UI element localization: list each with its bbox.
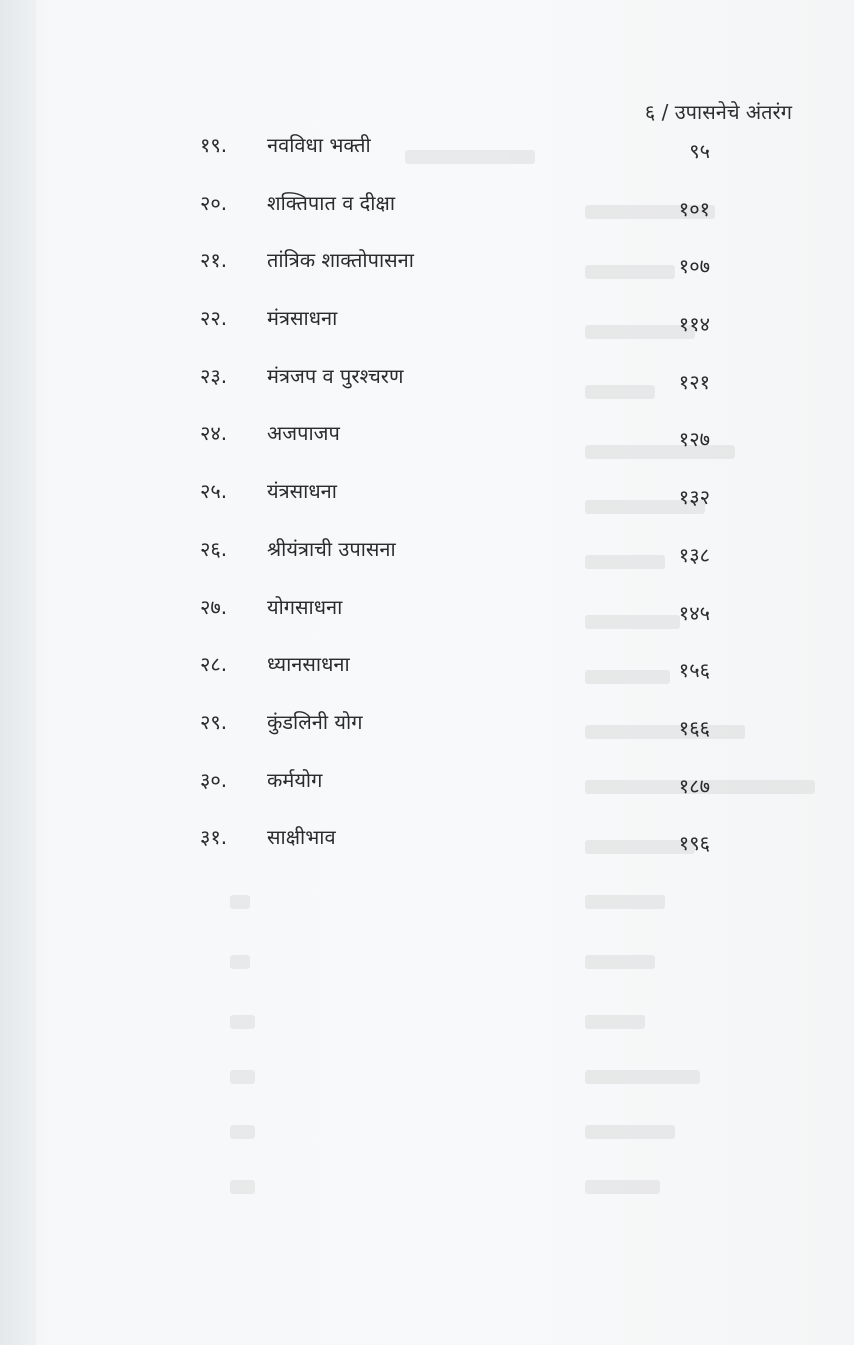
toc-entry-number: २१. — [200, 248, 228, 273]
toc-entry-title: कर्मयोग — [267, 767, 323, 792]
toc-entry-page-number: १३८ — [678, 542, 710, 567]
toc-entry-page-number: ११४ — [678, 312, 710, 337]
toc-entry-page-number: १५६ — [678, 658, 710, 683]
toc-entry — [200, 649, 740, 707]
toc-entry-title: शक्तिपात व दीक्षा — [267, 190, 395, 215]
toc-entry-title: श्रीयंत्राची उपासना — [267, 536, 396, 561]
toc-entry-page-number: १४५ — [678, 600, 710, 625]
toc-entry-page-number: १६६ — [678, 715, 710, 740]
toc-entry-number: २३. — [200, 363, 228, 388]
toc-entry-title: साक्षीभाव — [267, 825, 336, 850]
toc-entry — [200, 303, 740, 361]
toc-entry-title: ध्यानसाधना — [267, 652, 350, 677]
toc-entry-number: २४. — [200, 421, 228, 446]
toc-entry-number: २५. — [200, 479, 228, 504]
toc-entry-number: १९. — [200, 133, 228, 157]
toc-entry-page-number: १२१ — [678, 369, 710, 394]
toc-entry-title: मंत्रसाधना — [267, 306, 338, 331]
running-header: ६ / उपासनेचे अंतरंग — [644, 100, 792, 124]
toc-entry-number: ३०. — [200, 767, 228, 792]
toc-entry-page-number: १८७ — [678, 773, 710, 798]
toc-entry — [200, 534, 740, 592]
toc-entry-title: मंत्रजप व पुरश्चरण — [267, 363, 404, 388]
toc-entry — [200, 592, 740, 650]
toc-entry-number: २२. — [200, 306, 228, 331]
toc-entry-page-number: १०७ — [678, 254, 710, 279]
toc-entry-number: ३१. — [200, 825, 228, 850]
table-of-contents — [200, 130, 740, 880]
toc-entry — [200, 245, 740, 303]
toc-entry — [200, 130, 740, 188]
toc-entry-page-number: ९५ — [689, 139, 710, 163]
toc-entry — [200, 822, 740, 880]
toc-entry-page-number: १३२ — [678, 485, 710, 510]
toc-entry-title: अजपाजप — [267, 421, 340, 446]
toc-entry — [200, 418, 740, 476]
toc-entry-number: २७. — [200, 594, 228, 619]
toc-entry-page-number: १९६ — [678, 831, 710, 856]
toc-entry-number: २६. — [200, 536, 228, 561]
toc-entry — [200, 188, 740, 246]
toc-entry-title: योगसाधना — [267, 594, 343, 619]
page-gutter — [0, 0, 36, 1345]
toc-entry-page-number: १२७ — [678, 427, 710, 452]
toc-entry-title: नवविधा भक्ती — [267, 133, 371, 157]
toc-entry — [200, 476, 740, 534]
toc-entry — [200, 361, 740, 419]
toc-entry-page-number: १०१ — [678, 196, 710, 221]
toc-entry — [200, 707, 740, 765]
toc-entry-number: २०. — [200, 190, 228, 215]
toc-entry — [200, 765, 740, 823]
toc-entry-number: २८. — [200, 652, 228, 677]
toc-entry-title: कुंडलिनी योग — [267, 709, 363, 734]
toc-entry-title: यंत्रसाधना — [267, 479, 337, 504]
toc-entry-title: तांत्रिक शाक्तोपासना — [267, 248, 414, 273]
toc-entry-number: २९. — [200, 709, 228, 734]
